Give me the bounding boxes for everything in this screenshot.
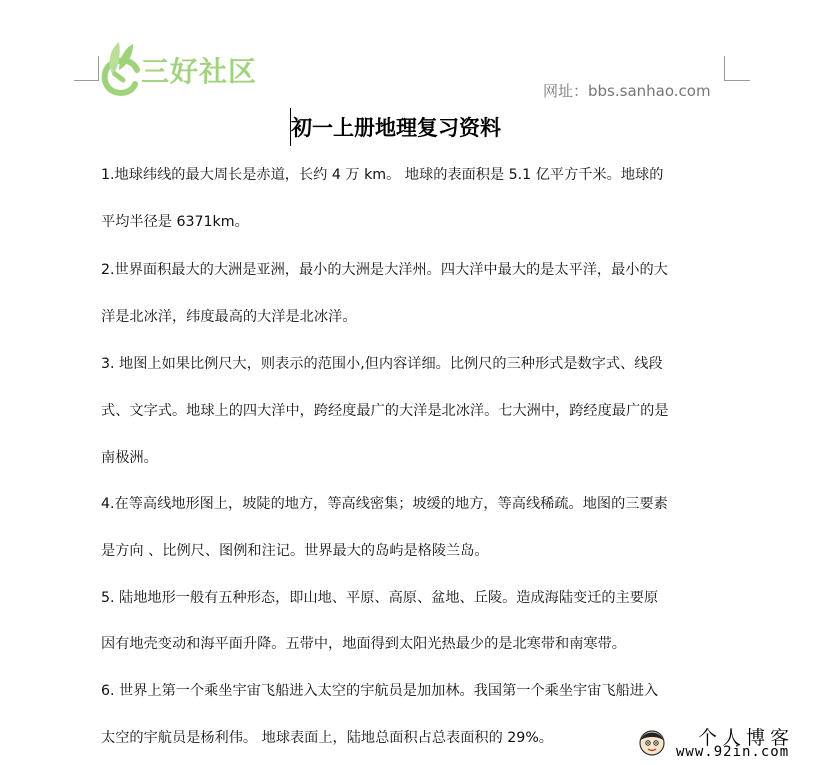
paragraph-line: 洋是北冰洋，纬度最高的大洋是北冰洋。	[101, 309, 357, 325]
paragraph-line: 南极洲。	[101, 450, 158, 466]
paragraph-line: 3. 地图上如果比例尺大，则表示的范围小,但内容详细。比例尺的三种形式是数字式、线段	[101, 356, 663, 372]
sanhao-logo	[97, 40, 272, 98]
paragraph-line: 2.世界面积最大的大洲是亚洲，最小的大洲是大洋州。四大洋中最大的是太平洋，最小的大	[101, 262, 668, 278]
leaf-logo-icon	[97, 40, 145, 98]
paragraph-line: 因有地壳变动和海平面升降。五带中，地面得到太阳光热最少的是北寒带和南寒带。	[101, 636, 626, 652]
margin-corner-mark-left	[74, 56, 99, 81]
document-title: 初一上册地理复习资料	[291, 116, 501, 140]
paragraph-line: 6. 世界上第一个乘坐宇宙飞船进入太空的宇航员是加加林。我国第一个乘坐宇宙飞船进入	[101, 683, 659, 699]
paragraph-line: 是方向 、比例尺、图例和注记。世界最大的岛屿是格陵兰岛。	[101, 543, 489, 559]
watermark-url[interactable]: www.92in.com	[676, 744, 790, 760]
paragraph-line: 1.地球纬线的最大周长是赤道，长约 4 万 km。 地球的表面积是 5.1 亿平方千米。地球的	[101, 167, 664, 183]
logo-text: 三好社区	[141, 55, 258, 88]
cartoon-face-icon	[638, 728, 666, 756]
site-url[interactable]: 网址：bbs.sanhao.com	[543, 82, 711, 100]
margin-corner-mark-right	[724, 56, 750, 81]
watermark-title: 个人博客	[698, 727, 795, 749]
paragraph-line: 式、文字式。地球上的四大洋中，跨经度最广的大洋是北冰洋。七大洲中，跨经度最广的是	[101, 403, 669, 419]
paragraph-line: 4.在等高线地形图上，坡陡的地方，等高线密集；坡缓的地方，等高线稀疏。地图的三要素	[101, 496, 668, 512]
blog-watermark	[636, 722, 816, 762]
paragraph-line: 太空的宇航员是杨利伟。 地球表面上，陆地总面积占总表面积的 29%。	[101, 730, 553, 746]
paragraph-line: 5. 陆地地形一般有五种形态，即山地、平原、高原、盆地、丘陵。造成海陆变迁的主要原	[101, 590, 659, 606]
paragraph-line: 平均半径是 6371km。	[101, 214, 249, 230]
